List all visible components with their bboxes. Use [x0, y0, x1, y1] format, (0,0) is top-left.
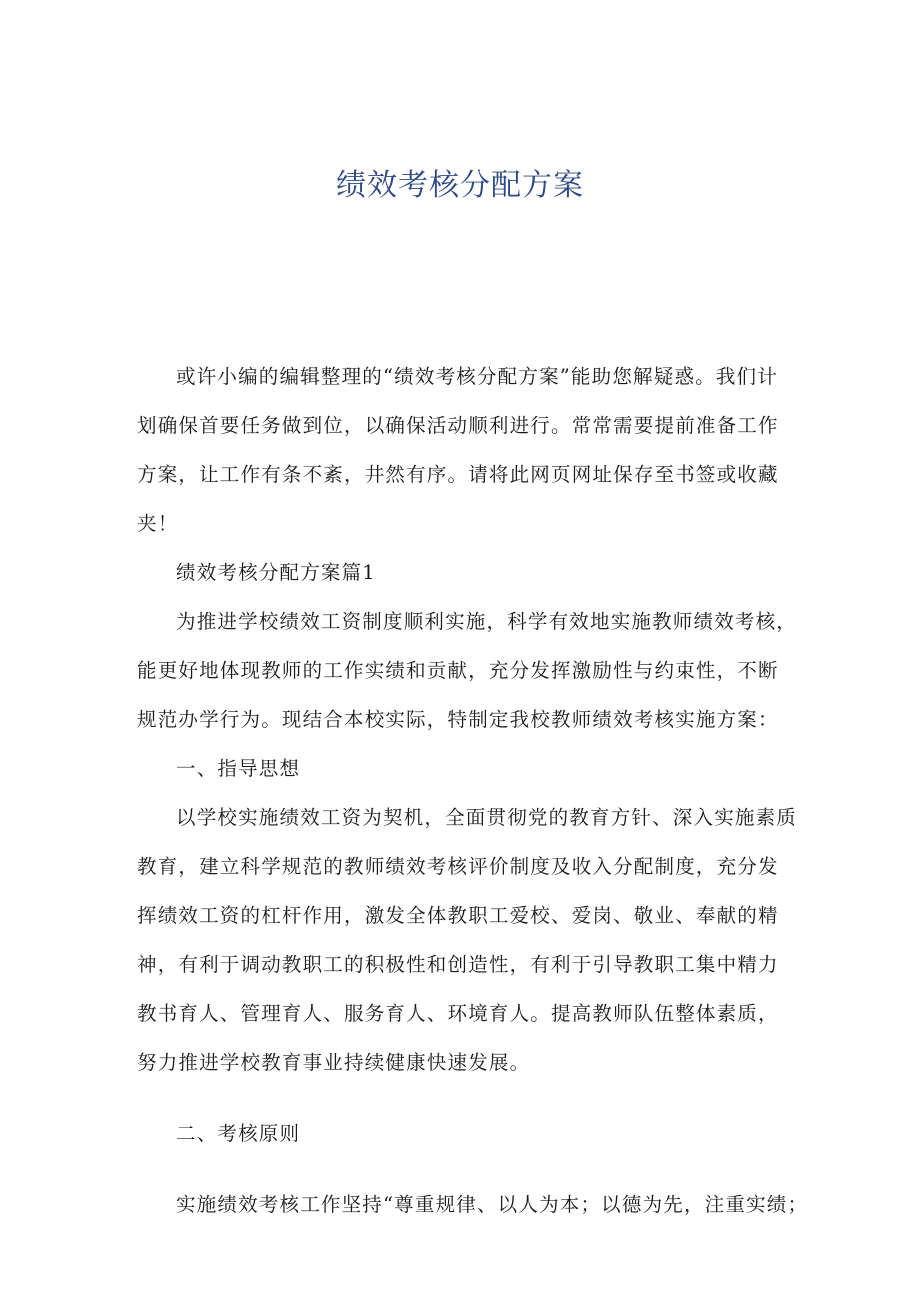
assessment-principles-paragraph: 实施绩效考核工作坚持“尊重规律、以人为本；以德为先，注重实绩； [176, 1193, 809, 1216]
document-body [137, 352, 809, 1229]
section-heading-assessment-principles: 二、考核原则 [176, 1122, 301, 1145]
purpose-paragraph: 为推进学校绩效工资制度顺利实施，科学有效地实施教师绩效考核，能更好地体现教师的工作实绩和贡献，充分发挥激励性与约束性，不断规范办学行为。现结合本校实际，特制定我校教师绩效考核实施方案： [137, 610, 798, 731]
guiding-ideology-paragraph: 以学校实施绩效工资为契机，全面贯彻党的教育方针、深入实施素质教育，建立科学规范的教师绩效考核评价制度及收入分配制度，充分发挥绩效工资的杠杆作用，激发全体教职工爱校、爱岗、敬业、奉献的精神，有利于调动教职工的积极性和创造性，有利于引导教职工集中精力教书育人、管理育人、服务育人、环境育人。提高教师队伍整体素质，努力推进学校教育事业持续健康快速发展。 [137, 806, 798, 1074]
document-title: 绩效考核分配方案 [336, 168, 584, 203]
intro-paragraph: 或许小编的编辑整理的“绩效考核分配方案”能助您解疑惑。我们计划确保首要任务做到位，以确保活动顺利进行。常常需要提前准备工作方案，让工作有条不紊，井然有序。请将此网页网址保存至书签或收藏夹！ [137, 365, 779, 535]
section-heading-guiding-ideology: 一、指导思想 [176, 757, 301, 780]
section-heading-part-1: 绩效考核分配方案篇1 [176, 561, 376, 584]
